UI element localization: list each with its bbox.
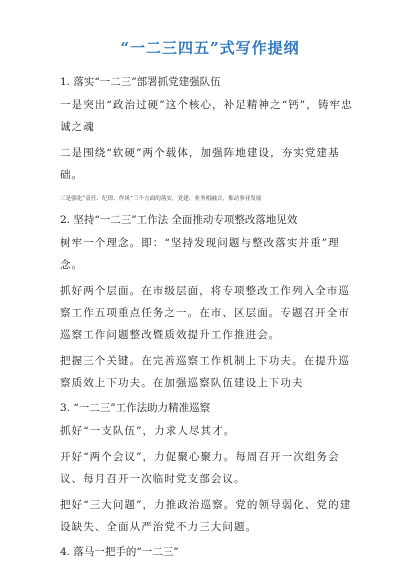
paragraph: 一是突出“政治过硬”这个核心，补足精神之“钙”，铸牢忠诚之魂 <box>60 99 353 133</box>
paragraph: 把握三个关键。在完善巡察工作机制上下功夫。在提升巡察质效上下功夫。在加强巡察队伍建设上下功夫 <box>60 355 350 389</box>
paragraph: 把好“三大问题”，力推政治巡察。党的领导弱化、党的建设缺失、全面从严治党不力三大问题。 <box>60 499 352 533</box>
paragraph: 抓好两个层面。在市级层面，将专项整改工作列入全市巡察工作五项重点任务之一。在市、区层面。专题召开全市巡察工作问题整改暨质效提升工作推进会。 <box>60 285 350 341</box>
section-heading-3: 3. “一二三”工作法助力精准巡察 <box>60 402 211 414</box>
paragraph: 二是围绕“软硬”两个载体，加强阵地建设，夯实党建基础。 <box>60 147 340 181</box>
paragraph: 开好“两个会议”，力促聚心聚力。每周召开一次组务会议、每月召开一次临时党支部会议。 <box>60 451 340 485</box>
small-note: 三是强化“责任、纪律、作风”三个方面的落实，党建、业务相融合，推动事业发展 <box>60 196 262 202</box>
section-heading-2: 2. 坚持“一二三”工作法 全面推动专项整改落地见效 <box>60 214 298 226</box>
paragraph: 树牢一个理念。即：“坚持发现问题与整改落实并重”理念。 <box>60 237 340 271</box>
document-title: “一二三四五”式写作提纲 <box>120 39 300 57</box>
paragraph: 抓好“一支队伍”，力求人尽其才。 <box>60 425 236 437</box>
document-page <box>60 36 360 564</box>
section-heading-1: 1. 落实“一二三”部署抓党建强队伍 <box>60 76 221 88</box>
section-heading-4: 4. 落马一把手的“一二三” <box>60 546 179 558</box>
